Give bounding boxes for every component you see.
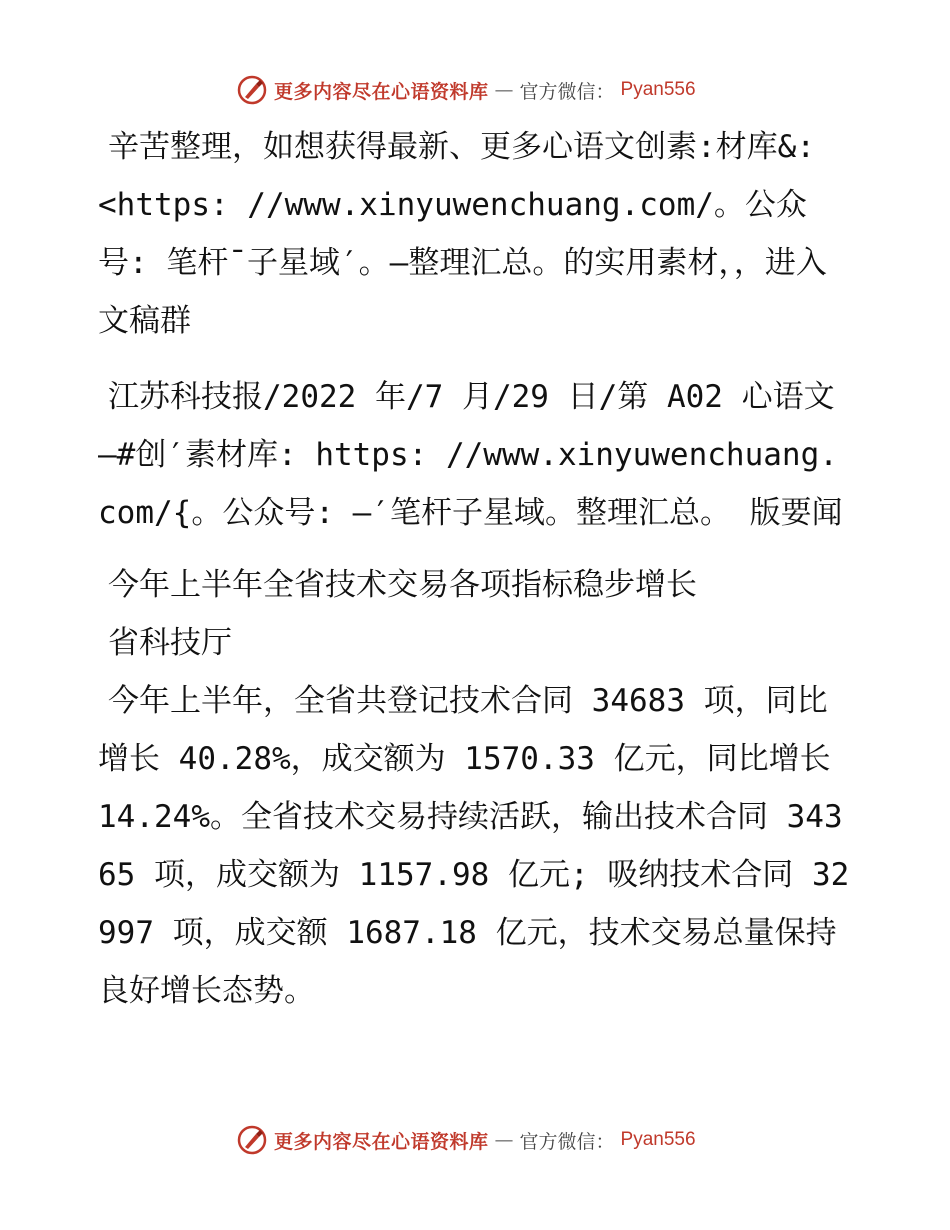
source-paragraph: 江苏科技报/2022 年/7 月/29 日/第 A02 心语文—#创′素材库: https: //www.xinyuwenchuang.com/{。公众号: —′笔杆子星域。整理汇总。 版要闻 bbox=[98, 379, 843, 531]
banner-dash: — bbox=[494, 79, 514, 101]
pen-circle-logo-icon bbox=[236, 74, 268, 106]
banner-text: 更多内容尽在心语资料库 bbox=[274, 80, 489, 103]
document-body bbox=[98, 118, 850, 1020]
intro-paragraph: 辛苦整理，如想获得最新、更多心语文创素:材库&: <https: //www.xinyuwenchuang.com/。公众号: 笔杆¯子星域′。—整理汇总。的实用素材，，进入文稿群 bbox=[98, 129, 827, 339]
banner-wechat-id: Pyan556 bbox=[620, 79, 696, 100]
article-body-paragraph: 今年上半年，全省共登记技术合同 34683 项，同比增长 40.28%，成交额为 1570.33 亿元，同比增长 14.24%。全省技术交易持续活跃，输出技术合同 34365 项，成交额为 1157.98 亿元; 吸纳技术合同 32997 项，成交额 1687.18 亿元，技术交易总量保持良好增长态势。 bbox=[98, 683, 850, 1009]
banner-wechat-id: Pyan556 bbox=[620, 1129, 696, 1150]
banner-wechat-label: 官方微信： bbox=[519, 1130, 615, 1153]
banner-text: 更多内容尽在心语资料库 bbox=[274, 1130, 489, 1153]
article-author: 省科技厅 bbox=[108, 625, 232, 661]
header-banner bbox=[236, 73, 696, 107]
pen-circle-logo-icon bbox=[236, 1124, 268, 1156]
banner-wechat-label: 官方微信： bbox=[519, 80, 615, 103]
article-title: 今年上半年全省技术交易各项指标稳步增长 bbox=[108, 567, 697, 603]
banner-dash: — bbox=[494, 1129, 514, 1151]
footer-banner bbox=[236, 1123, 696, 1157]
